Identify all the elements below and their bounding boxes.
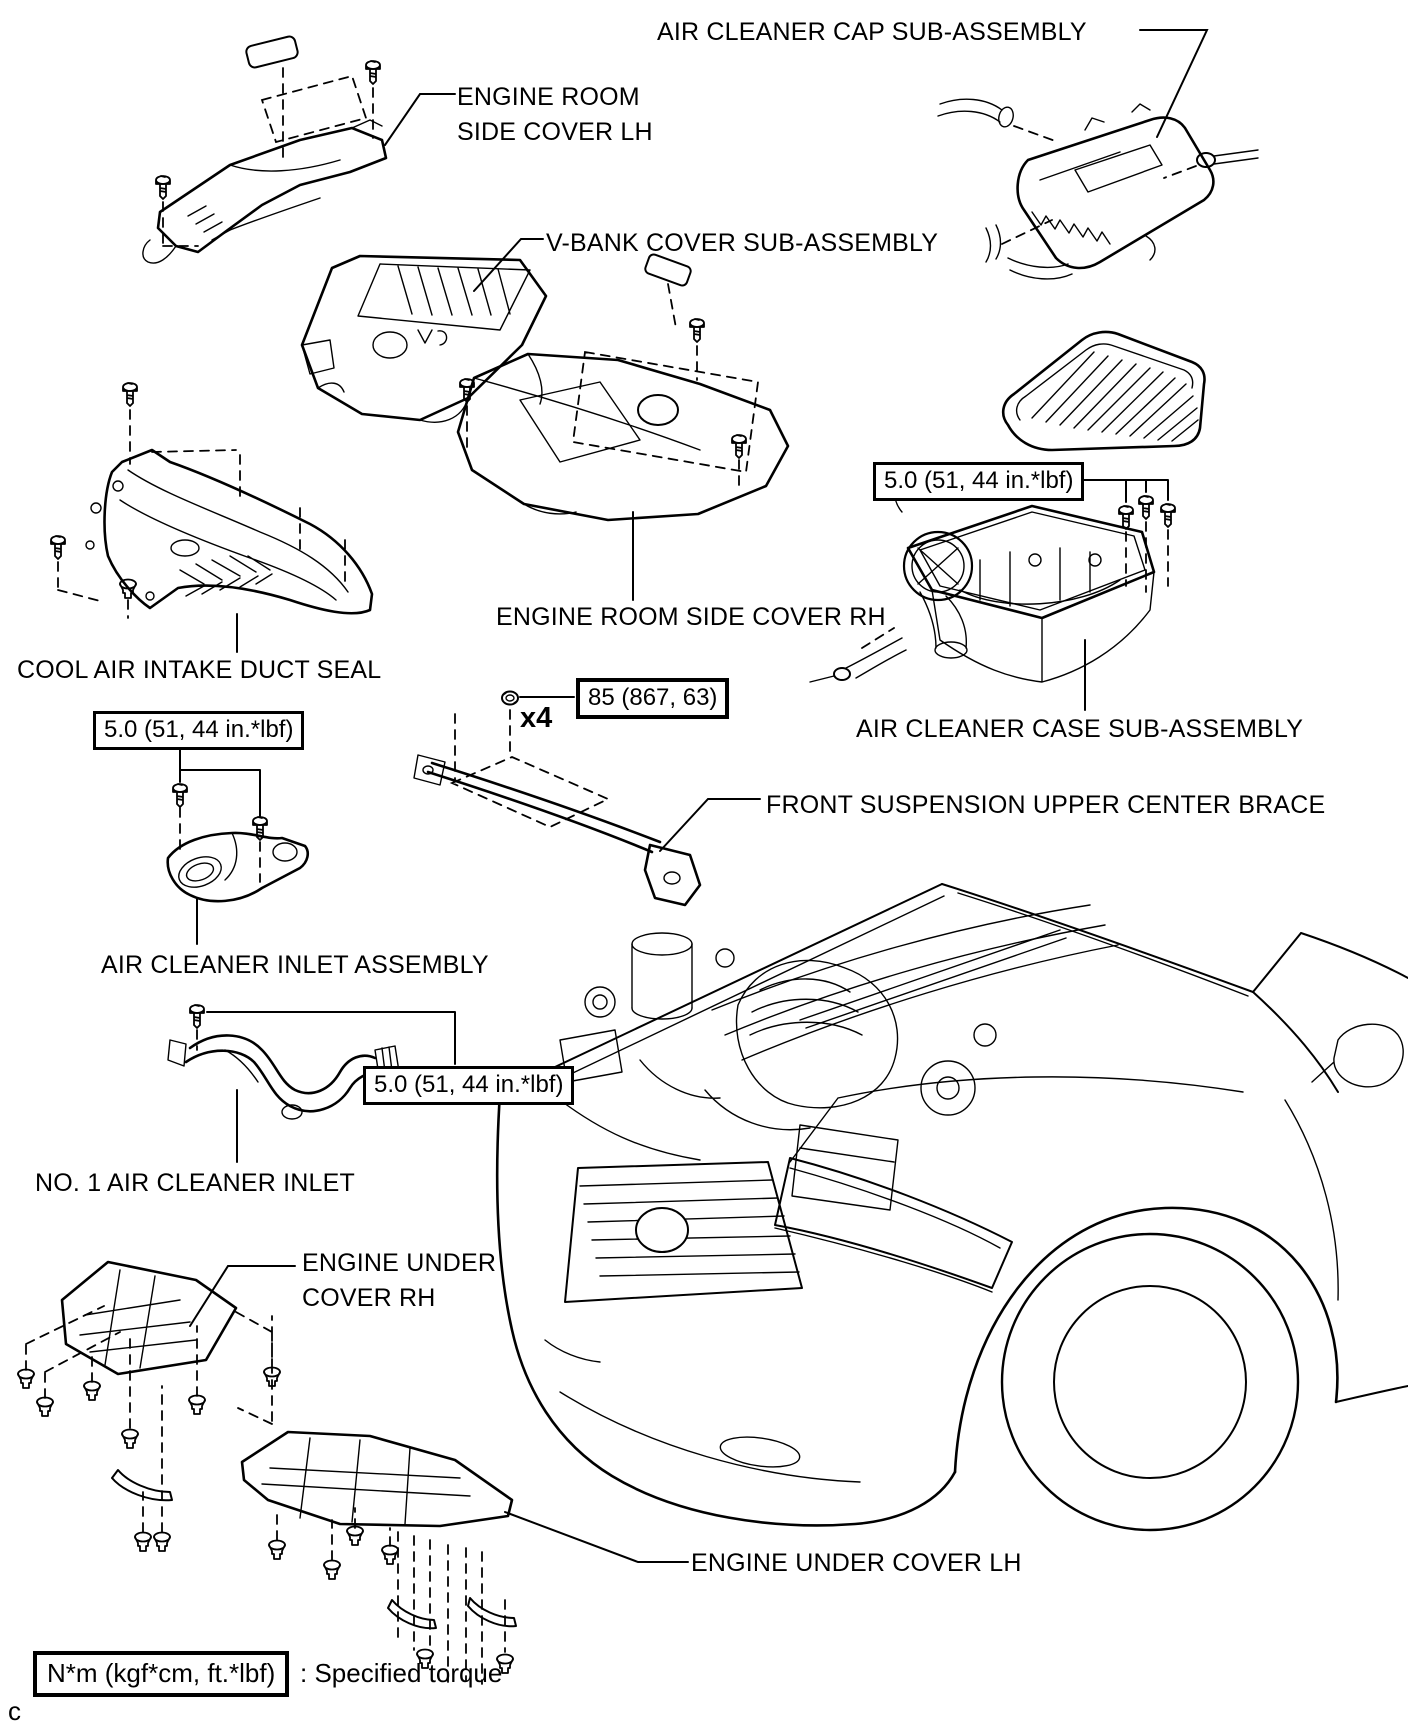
air-cleaner-cap-sub-assembly-drawing [938, 30, 1258, 279]
legend-torque-unit-box: N*m (kgf*cm, ft.*lbf) [33, 1651, 289, 1697]
torque-box-air-cleaner-inlet: 5.0 (51, 44 in.*lbf) [93, 711, 304, 750]
air-cleaner-inlet-assembly-drawing [168, 747, 308, 944]
label-engine-room-side-cover-lh-line2: SIDE COVER LH [457, 118, 653, 146]
torque-box-air-cleaner-case: 5.0 (51, 44 in.*lbf) [873, 462, 1084, 501]
label-front-suspension-upper-center-brace: FRONT SUSPENSION UPPER CENTER BRACE [766, 791, 1326, 819]
label-air-cleaner-cap-sub-assembly: AIR CLEANER CAP SUB-ASSEMBLY [657, 18, 1087, 46]
air-cleaner-filter-element-drawing [1003, 332, 1204, 450]
label-engine-room-side-cover-lh-line1: ENGINE ROOM [457, 83, 640, 111]
legend-torque-note: : Specified torque [300, 1658, 503, 1688]
engine-under-cover-rh-drawing [18, 1262, 295, 1551]
label-engine-under-cover-rh-line2: COVER RH [302, 1284, 436, 1312]
label-engine-under-cover-rh [302, 1246, 496, 1316]
label-engine-room-side-cover-rh: ENGINE ROOM SIDE COVER RH [496, 603, 886, 631]
label-cool-air-intake-duct-seal: COOL AIR INTAKE DUCT SEAL [17, 656, 382, 684]
torque-box-brace-nut: 85 (867, 63) [576, 678, 729, 719]
label-no-1-air-cleaner-inlet: NO. 1 AIR CLEANER INLET [35, 1169, 355, 1197]
label-engine-under-cover-rh-line1: ENGINE UNDER [302, 1249, 497, 1277]
label-air-cleaner-inlet-assembly: AIR CLEANER INLET ASSEMBLY [101, 951, 489, 979]
label-engine-room-side-cover-lh [457, 80, 653, 150]
front-suspension-upper-center-brace-drawing [414, 692, 760, 906]
page-corner-mark: c [8, 1696, 21, 1726]
label-engine-under-cover-lh: ENGINE UNDER COVER LH [691, 1549, 1022, 1577]
label-v-bank-cover-sub-assembly: V-BANK COVER SUB-ASSEMBLY [546, 229, 939, 257]
torque-box-no-1-inlet: 5.0 (51, 44 in.*lbf) [363, 1066, 574, 1105]
quantity-x4: x4 [520, 702, 553, 734]
vehicle-front-drawing [497, 884, 1408, 1530]
v-bank-cover-sub-assembly-drawing [302, 239, 546, 422]
engine-room-side-cover-lh-drawing [143, 35, 455, 263]
cool-air-intake-duct-seal-drawing [51, 383, 372, 652]
label-air-cleaner-case-sub-assembly: AIR CLEANER CASE SUB-ASSEMBLY [856, 715, 1304, 743]
air-cleaner-case-sub-assembly-drawing [810, 472, 1175, 710]
